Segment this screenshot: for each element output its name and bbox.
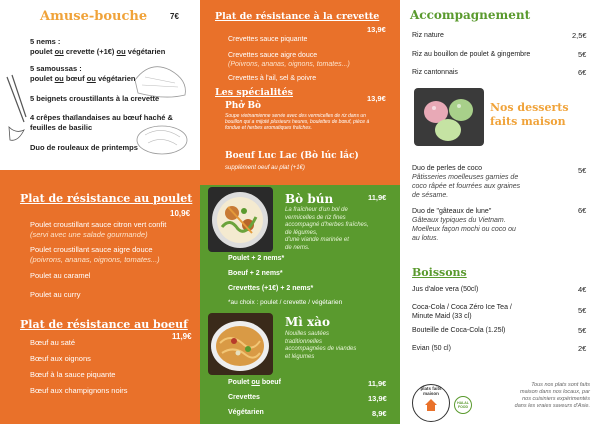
amuse-bouche-title: Amuse-bouche (40, 9, 148, 24)
food-sketch-icon (130, 55, 195, 165)
menu-item: 4 crêpes thaïlandaises au bœuf haché & feuilles de basilic (30, 113, 173, 132)
menu-item: Poulet croustillant sauce citron vert confit (servi avec une salade gourmande) (30, 220, 167, 239)
bobun-description: La fraîcheur d'un bol de vermicelles de riz fines accompagné d'herbes fraîches, de légumes, d'une viande marinée et de nems. (285, 207, 369, 251)
crevette-price: 13,9€ (367, 25, 386, 34)
mixao-photo (208, 313, 273, 375)
menu-item: Duo de "gâteaux de lune" Gâteaux typiques du Vietnam. Moelleux façon mochi ou coco ou au lotus. (412, 208, 516, 242)
menu-item-price: 5€ (578, 166, 587, 175)
bobun-option: Crevettes (+1€) + 2 nems* (228, 285, 314, 292)
mixao-option-price: 11,9€ (368, 379, 387, 388)
menu-item: Crevettes à l'ail, sel & poivre (228, 75, 317, 82)
menu-item: Bouteille de Coca-Cola (1.25l) (412, 327, 506, 334)
halal-badge: HALAL FOOD (454, 396, 472, 414)
menu-item-price: 5€ (578, 306, 587, 315)
chopsticks-icon (4, 72, 28, 152)
menu-item-price: 5€ (578, 50, 587, 59)
poulet-price: 10,9€ (170, 209, 191, 218)
amuse-bouche-section (0, 0, 200, 170)
menu-item: Crevettes sauce piquante (228, 36, 308, 43)
column-right (400, 0, 600, 424)
mixao-option-price: 13,9€ (368, 394, 387, 403)
menu-item: Riz nature (412, 32, 444, 39)
menu-item: Bœuf au saté (30, 338, 76, 347)
boissons-title: Boissons (412, 266, 467, 279)
pho-bo-price: 13,9€ (367, 94, 386, 103)
poulet-title: Plat de résistance au poulet (20, 192, 193, 205)
bobun-option: Boeuf + 2 nems* (228, 270, 283, 277)
boeuf-title: Plat de résistance au boeuf (20, 318, 188, 331)
noodle-plate-icon (208, 313, 273, 375)
menu-item: Riz au bouillon de poulet & gingembre (412, 51, 531, 58)
specialites-title: Les spécialités (215, 87, 293, 98)
fait-maison-stamp: plats faits maison (412, 384, 450, 422)
column-middle (200, 0, 400, 424)
menu-item-price: 2,5€ (572, 31, 587, 40)
pho-bo-description: Soupe vietnamienne servie avec des vermicelles de riz dans un bouillon qui a mijoté plusieurs heures, boulettes de bœuf, pièce à fondue et herbes aromatiques fraîches. (225, 113, 370, 131)
footer-note: Tous nos plats sont faits maison dans nos locaux, par nos cuisiniers expérimentés dans les vraies saveurs d'Asie. (514, 382, 590, 409)
dessert-photo (414, 88, 484, 146)
mixao-option: Végétarien (228, 409, 264, 416)
noodle-bowl-icon (208, 187, 273, 252)
poulet-boeuf-section (0, 170, 200, 424)
crevette-section (200, 0, 400, 185)
luc-lac-name: Boeuf Luc Lac (Bò lúc lắc) (225, 151, 359, 161)
menu-item-price: 5€ (578, 326, 587, 335)
menu-item: Poulet au caramel (30, 271, 91, 280)
menu-item-price: 6€ (578, 206, 587, 215)
bobun-mixao-section (200, 185, 400, 424)
menu-item: Bœuf aux oignons (30, 354, 91, 363)
menu-item-price: 2€ (578, 344, 587, 353)
menu-item: 5 samoussas : poulet ou bœuf ou végétarien (30, 64, 136, 83)
mixao-name: Mì xào (285, 315, 330, 329)
bobun-option: Poulet + 2 nems* (228, 255, 285, 262)
amuse-bouche-price: 7€ (170, 12, 179, 21)
menu-item: Crevettes sauce aigre douce (Poivrons, ananas, oignons, tomates...) (228, 52, 350, 68)
bobun-name: Bò bún (285, 192, 334, 206)
mixao-description: Nouilles sautées traditionnelles accompagnées de viandes et légumes (285, 331, 357, 360)
menu-item: 5 beignets croustillants à la crevette (30, 94, 160, 103)
menu-item: Jus d'aloe vera (50cl) (412, 286, 479, 293)
menu-item: Poulet croustillant sauce aigre douce (poivrons, ananas, oignons, tomates...) (30, 245, 160, 264)
bobun-note: *au choix : poulet / crevette / végétarien (228, 299, 343, 306)
bobun-price: 11,9€ (368, 193, 387, 202)
boeuf-price: 11,9€ (172, 332, 192, 341)
menu-item: Bœuf à la sauce piquante (30, 370, 116, 379)
desserts-title: Nos desserts faits maison (490, 101, 569, 128)
menu-item: Bœuf aux champignons noirs (30, 386, 128, 395)
menu-item: Duo de perles de coco Pâtisseries moelleuses garnies de coco râpée et fourrées aux graines de sésame. (412, 165, 521, 199)
menu-item: Coca-Cola / Coca Zéro Ice Tea / Minute Maid (33 cl) (412, 304, 512, 320)
mixao-option-price: 8,9€ (372, 409, 387, 418)
dessert-icon (414, 88, 484, 146)
menu-item: Riz cantonnais (412, 69, 458, 76)
menu-item: Duo de rouleaux de printemps (30, 143, 138, 152)
pho-bo-name: Phở Bò (225, 101, 262, 111)
luc-lac-supplement: supplément oeuf au plat (+1€) (225, 165, 305, 171)
menu-item-price: 4€ (578, 285, 587, 294)
house-icon (424, 398, 438, 412)
column-left (0, 0, 200, 424)
crevette-title: Plat de résistance à la crevette (215, 11, 380, 22)
menu-item: 5 nems : poulet ou crevette (+1€) ou végétarien (30, 37, 166, 56)
accompagnement-title: Accompagnement (410, 8, 531, 22)
mixao-option: Crevettes (228, 394, 260, 401)
menu-item: Poulet au curry (30, 290, 81, 299)
menu-item-price: 6€ (578, 68, 587, 77)
menu-item: Evian (50 cl) (412, 345, 451, 352)
bobun-photo (208, 187, 273, 252)
mixao-option: Poulet ou boeuf (228, 379, 281, 386)
